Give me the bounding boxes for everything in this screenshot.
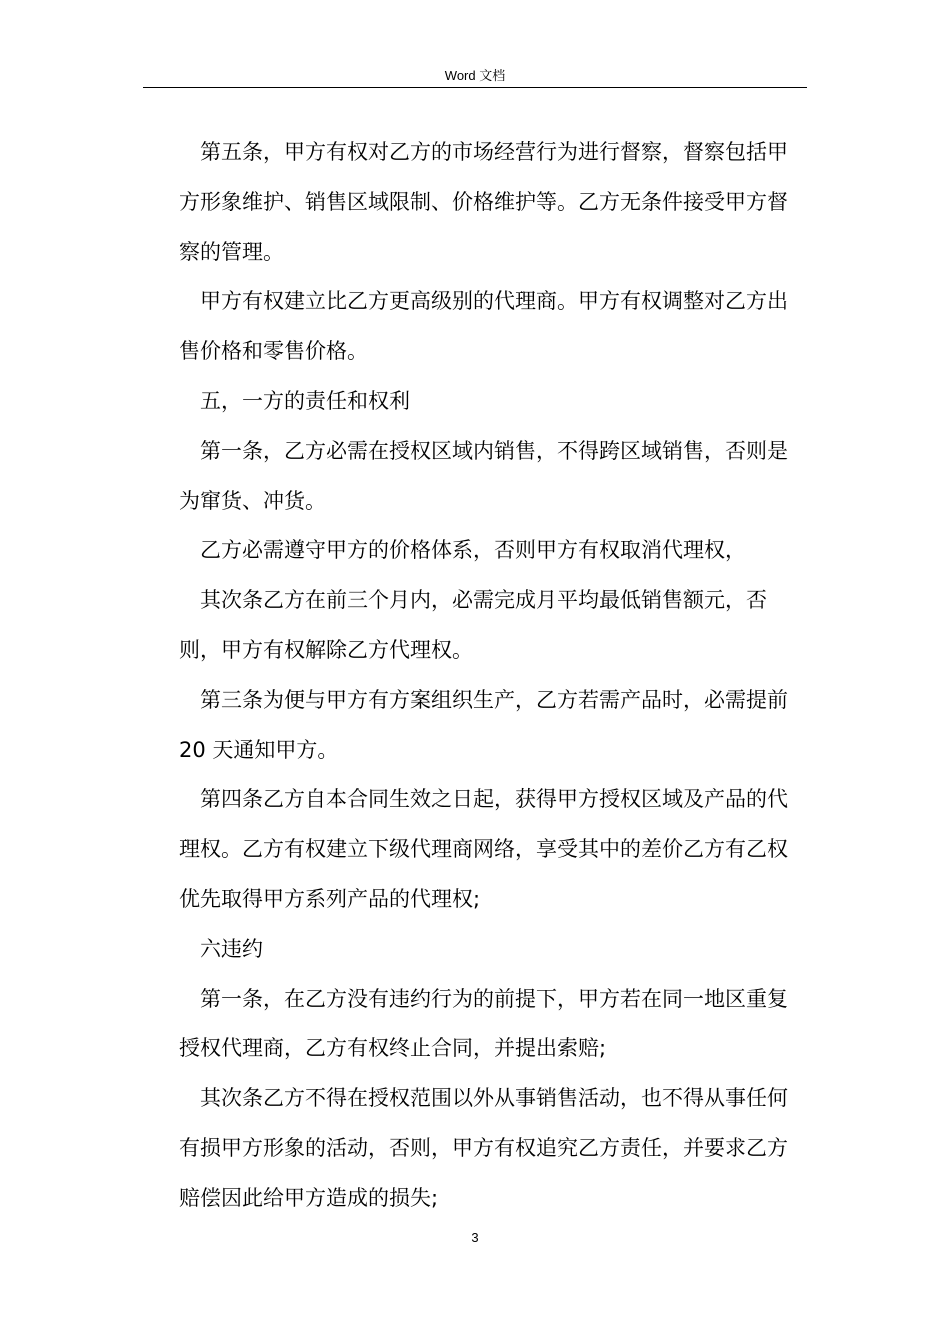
paragraph-article-3: 第三条为便与甲方有方案组织生产，乙方若需产品时，必需提前 20 天通知甲方。: [179, 687, 788, 762]
paragraph-article-1: 第一条，乙方必需在授权区域内销售，不得跨区域销售，否则是为窜货、冲货。: [179, 438, 788, 513]
page-number: 3: [471, 1230, 479, 1245]
header-divider: [143, 87, 807, 88]
paragraph-article-5: 第五条，甲方有权对乙方的市场经营行为进行督察，督察包括甲方形象维护、销售区域限制、价格维护等。乙方无条件接受甲方督察的管理。: [179, 140, 788, 264]
section-heading-breach: 六违约: [200, 936, 263, 961]
paragraph-article-4: 第四条乙方自本合同生效之日起，获得甲方授权区域及产品的代理权。乙方有权建立下级代理商网络，享受其中的差价乙方有乙权优先取得甲方系列产品的代理权;: [179, 787, 788, 911]
section-heading-responsibilities: 五，一方的责任和权利: [200, 388, 410, 413]
page-header: Word 文档: [444, 68, 506, 83]
paragraph-higher-agent: 甲方有权建立比乙方更高级别的代理商。甲方有权调整对乙方出售价格和零售价格。: [179, 289, 788, 364]
paragraph-breach-article-1: 第一条，在乙方没有违约行为的前提下，甲方若在同一地区重复授权代理商，乙方有权终止合同，并提出索赔;: [179, 986, 788, 1061]
paragraph-breach-article-2: 其次条乙方不得在授权范围以外从事销售活动，也不得从事任何有损甲方形象的活动，否则，甲方有权追究乙方责任，并要求乙方赔偿因此给甲方造成的损失;: [179, 1086, 788, 1210]
paragraph-price-system: 乙方必需遵守甲方的价格体系，否则甲方有权取消代理权，: [200, 538, 746, 563]
paragraph-article-2: 其次条乙方在前三个月内，必需完成月平均最低销售额元，否则，甲方有权解除乙方代理权。: [179, 588, 767, 662]
document-body: [179, 128, 804, 1224]
